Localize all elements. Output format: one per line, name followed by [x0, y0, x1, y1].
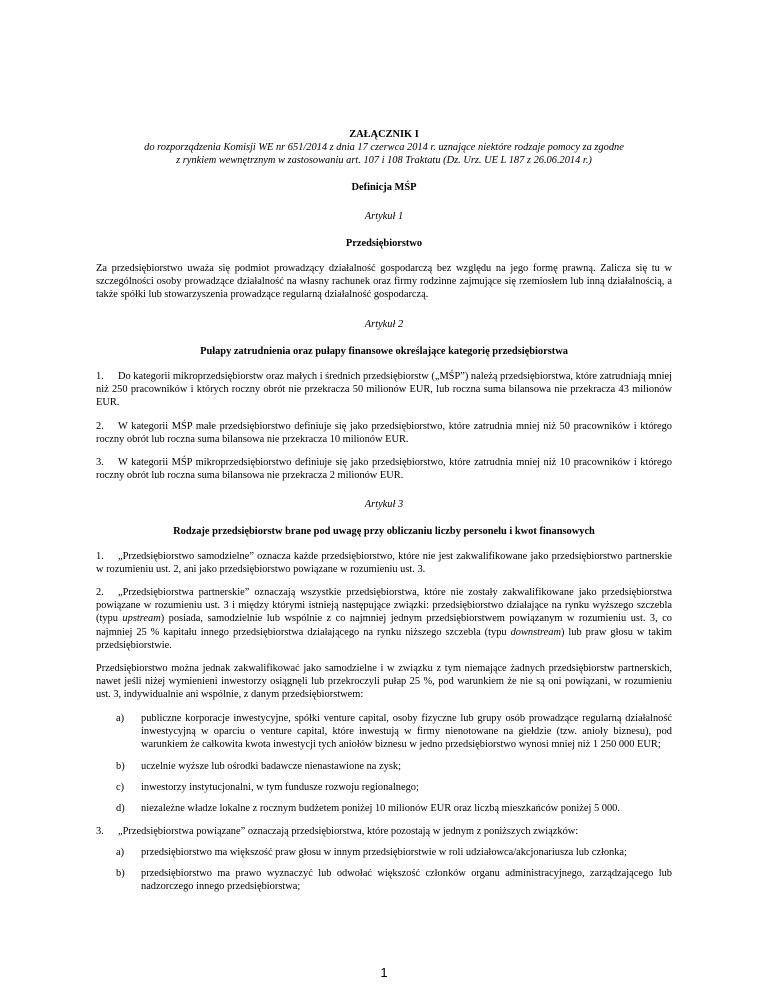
list1-item-a-letter: a) [116, 713, 125, 724]
article-3-point-3-number: 3. [96, 826, 104, 837]
article-2-label: Artykuł 2 [364, 319, 404, 330]
article-1-text: Za przedsiębiorstwo uważa się podmiot prowadzący działalność gospodarczą bez względu na jego formę prawną. Zalicza się tu w szczególności osoby prowadzące działalność na własny rachunek oraz firmy rodzinne zajmujące się rzemiosłem lub inną działalnością, a także spółki lub stowarzyszenia prowadzące regularną działalność gospodarczą. [96, 263, 672, 301]
article-1-label: Artykuł 1 [364, 211, 404, 222]
article-2-point-1-text: Do kategorii mikroprzedsiębiorstw oraz małych i średnich przedsiębiorstw („MŚP”) należą przedsiębiorstwa, które zatrudniają mniej niż 250 pracowników i których roczny obrót nie przekracza 50 milionów EUR, lub roczna suma bilansowa nie przekracza 43 milionów EUR. [96, 371, 672, 409]
article-2-point-3-number: 3. [96, 457, 104, 468]
article-3-heading: Rodzaje przedsiębiorstw brane pod uwagę przy obliczaniu liczby personelu i kwot finansowych [173, 526, 595, 537]
article-1-heading: Przedsiębiorstwo [345, 238, 423, 249]
article-2-heading: Pułapy zatrudnienia oraz pułapy finansowe określające kategorię przedsiębiorstwa [200, 346, 568, 357]
article-3-point-3-text: „Przedsiębiorstwa powiązane” oznaczają przedsiębiorstwa, które pozostają w jednym z poniższych związków: [118, 826, 579, 837]
list1-item-b-text: uczelnie wyższe lub ośrodki badawcze nienastawione na zysk; [141, 761, 401, 772]
list1-item-d-text: niezależne władze lokalne z rocznym budżetem poniżej 10 milionów EUR oraz liczbą mieszkańców poniżej 5 000. [141, 803, 620, 814]
annex-subtitle-line1: do rozporządzenia Komisji WE nr 651/2014 z dnia 17 czerwca 2014 r. uznające niektóre rodzaje pomocy za zgodne [144, 142, 624, 153]
annex-subtitle-line2: z rynkiem wewnętrznym w zastosowaniu art. 107 i 108 Traktatu (Dz. Urz. UE L 187 z 26.06.2014 r.) [176, 155, 592, 166]
upstream-term: upstream [122, 613, 161, 625]
list1-item-d-letter: d) [116, 803, 125, 814]
article-3-investors-intro: Przedsiębiorstwo można jednak zakwalifikować jako samodzielne i w związku z tym niemające żadnych przedsiębiorstw partnerskich, nawet jeśli niżej wymienieni inwestorzy osiągnęli lub przekroczyli pułap 25 %, pod warunkiem że nie są oni powiązani, w rozumieniu ust. 3, indywidualnie ani wspólnie, z danym przedsiębiorstwem: [96, 663, 672, 701]
downstream-term: downstream [510, 626, 561, 638]
list1-item-a-text: publiczne korporacje inwestycyjne, spółki venture capital, osoby fizyczne lub grupy osób prowadzące regularną działalność inwestycyjną w oparciu o venture capital, które inwestują w firmy nienotowane na giełdzie (tzw. anioły biznesu), pod warunkiem że całkowita kwota inwestycji tych aniołów biznesu w jedno przedsiębiorstwo wynosi mniej niż 1 250 000 EUR; [141, 713, 672, 751]
article-2-point-1-number: 1. [96, 371, 104, 382]
list2-item-b-letter: b) [116, 868, 125, 879]
article-3-point-2-text: „Przedsiębiorstwa partnerskie” oznaczają wszystkie przedsiębiorstwa, które nie zostały zakwalifikowane jako przedsiębiorstwa powiązane w rozumieniu ust. 3 i między którymi istnieją następujące związki: przedsiębiorstwo działające na rynku wyższego szczebla (typu upstream) posiada, samodzielnie lub wspólnie z co najmniej jednym przedsiębiorstwem powiązanym w rozumieniu ust. 3, co najmniej 25 % kapitału innego przedsiębiorstwa działającego na rynku niższego szczebla (typu downstream) lub praw głosu w takim przedsiębiorstwie. [96, 587, 673, 651]
list2-item-b-text: przedsiębiorstwo ma prawo wyznaczyć lub odwołać większość członków organu administracyjnego, zarządzającego lub nadzorczego innego przedsiębiorstwa; [141, 868, 672, 893]
article-3-label: Artykuł 3 [364, 499, 404, 510]
annex-title: ZAŁĄCZNIK I [349, 129, 419, 140]
article-3-point-2-number: 2. [96, 587, 104, 598]
list1-item-c-letter: c) [116, 782, 125, 793]
article-3-point-1-text: „Przedsiębiorstwo samodzielne” oznacza każde przedsiębiorstwo, które nie jest zakwalifikowane jako przedsiębiorstwo partnerskie w rozumieniu ust. 2, ani jako przedsiębiorstwo powiązane w rozumieniu ust. 3. [96, 551, 672, 576]
article-2-point-3-text: W kategorii MŚP mikroprzedsiębiorstwo definiuje się jako przedsiębiorstwo, które zatrudnia mniej niż 10 pracowników i którego roczny obrót lub roczna suma bilansowa nie przekracza 2 milionów EUR. [96, 457, 672, 482]
page-number: 1 [380, 965, 388, 980]
list2-item-a-letter: a) [116, 847, 125, 858]
article-3-point-1-number: 1. [96, 551, 104, 562]
list1-item-b-letter: b) [116, 761, 125, 772]
list2-item-a-text: przedsiębiorstwo ma większość praw głosu w innym przedsiębiorstwie w roli udziałowca/akcjonariusza lub członka; [141, 847, 627, 858]
article-2-point-2-number: 2. [96, 421, 104, 432]
definition-title: Definicja MŚP [351, 182, 417, 193]
list1-item-c-text: inwestorzy instytucjonalni, w tym fundusze rozwoju regionalnego; [141, 782, 419, 793]
article-2-point-2-text: W kategorii MŚP małe przedsiębiorstwo definiuje się jako przedsiębiorstwo, które zatrudnia mniej niż 50 pracowników i którego roczny obrót lub roczna suma bilansowa nie przekracza 10 milionów EUR. [96, 421, 672, 446]
